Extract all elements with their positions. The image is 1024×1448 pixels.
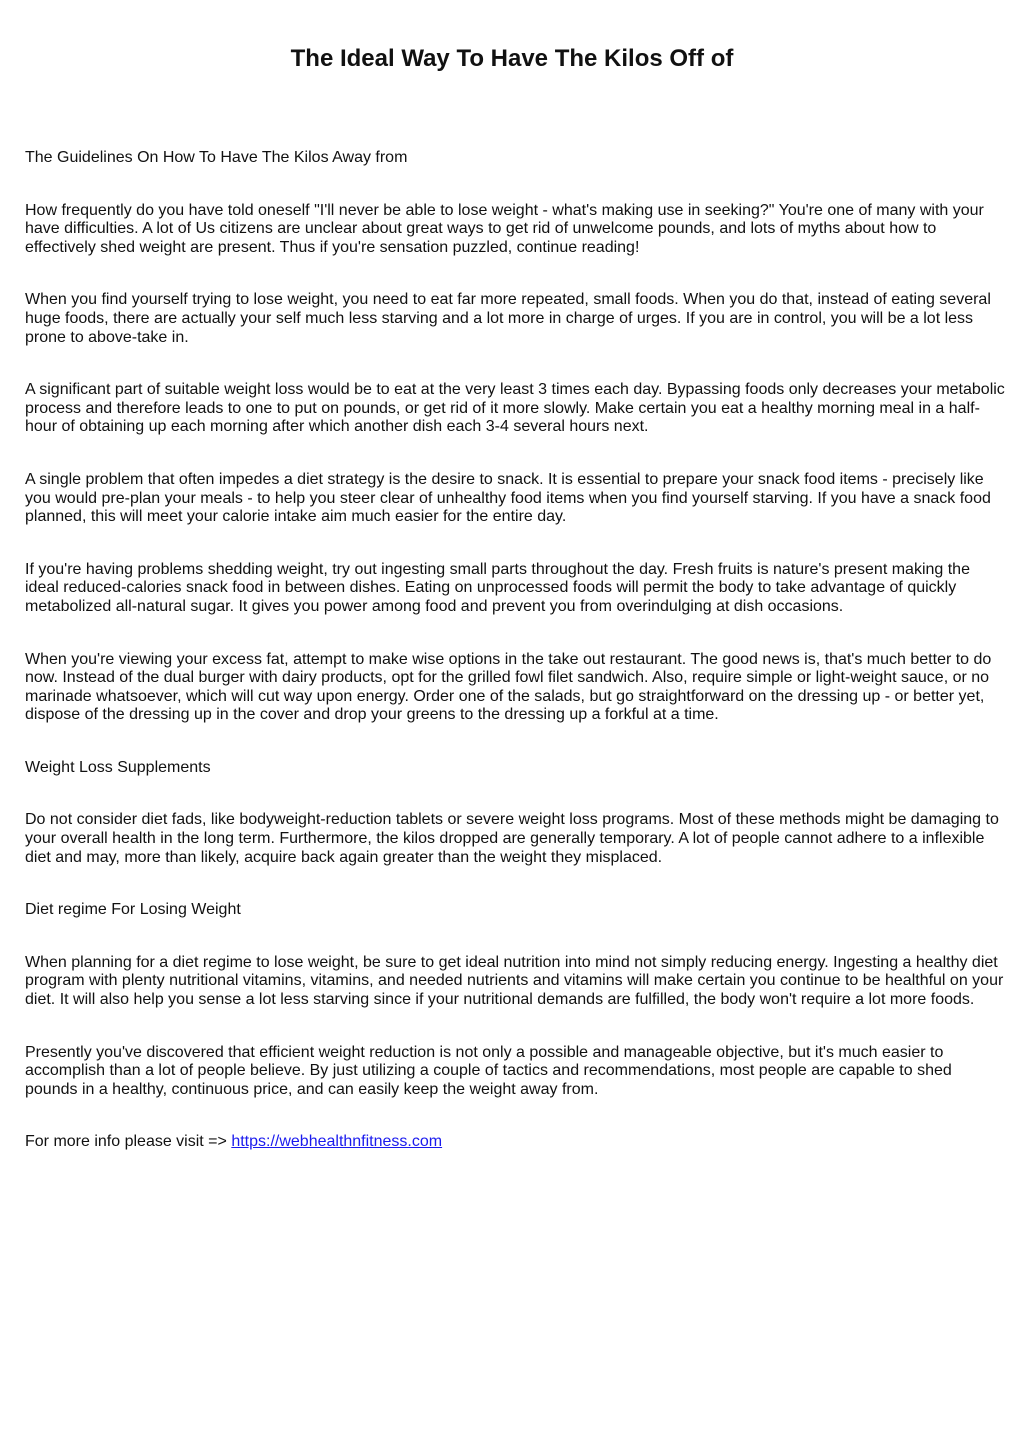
paragraph-nutrition: When planning for a diet regime to lose weight, be sure to get ideal nutrition into mind not simply reducing energy. Ingesting a healthy diet program with plenty nutritional vitamins, vitamins, and needed nutrients and vitamins will make certain you continue to be healthful on your diet. It will also help you sense a lot less starving since if your nutritional demands are fulfilled, the body won't require a lot more foods.: [25, 953, 1004, 1009]
document-body: [25, 149, 1005, 1152]
paragraph-snacking: A single problem that often impedes a diet strategy is the desire to snack. It is essential to prepare your snack food items - precisely like you would pre-plan your meals - to help you steer clear of unhealthy food items when you find yourself starving. If you have a snack food planned, this will meet your calorie intake aim much easier for the entire day.: [25, 470, 991, 526]
visit-link[interactable]: https://webhealthnfitness.com: [231, 1133, 443, 1151]
document-subtitle: The Guidelines On How To Have The Kilos Away from: [25, 149, 408, 166]
section-heading-supplements: Weight Loss Supplements: [25, 758, 211, 776]
paragraph-three-meals: A significant part of suitable weight loss would be to eat at the very least 3 times each day. Bypassing foods only decreases your metabolic process and therefore leads to one to put on pounds, or get rid of it more slowly. Make certain you eat a healthy morning meal in a half-hour of obtaining up each morning after which another dish each 3-4 several hours next.: [25, 381, 1005, 436]
paragraph-diet-fads: Do not consider diet fads, like bodyweight-reduction tablets or severe weight loss programs. Most of these methods might be damaging to your overall health in the long term. Furthermore, the kilos dropped are generally temporary. A lot of people cannot adhere to a inflexible diet and may, more than likely, acquire back again greater than the weight they misplaced.: [25, 811, 999, 866]
paragraph-intro: How frequently do you have told oneself "I'll never be able to lose weight - what's making use in seeking?" You're one of many with your have difficulties. A lot of Us citizens are unclear about great ways to get rid of unwelcome pounds, and lots of myths about how to effectively shed weight are present. Thus if you're sensation puzzled, continue reading!: [25, 201, 984, 256]
paragraph-conclusion: Presently you've discovered that efficient weight reduction is not only a possible and manageable objective, but it's much easier to accomplish than a lot of people believe. By just utilizing a couple of tactics and recommendations, most people are capable to shed pounds in a healthy, continuous price, and can easily keep the weight away from.: [25, 1043, 952, 1098]
paragraph-takeout: When you're viewing your excess fat, attempt to make wise options in the take out restaurant. The good news is, that's much better to do now. Instead of the dual burger with dairy products, opt for the grilled fowl filet sandwich. Also, require simple or light-weight sauce, or no marinade whatsoever, which will cut way upon energy. Order one of the salads, but go straightforward on the dressing up - or better yet, dispose of the dressing up in the cover and drop your greens to the dressing up a forkful at a time.: [25, 650, 992, 724]
paragraph-small-portions: If you're having problems shedding weight, try out ingesting small parts throughout the day. Fresh fruits is nature's present making the ideal reduced-calories snack food in between dishes. Eating on unprocessed foods will permit the body to take advantage of quickly metabolized all-natural sugar. It gives you power among food and prevent you from overindulging at dish occasions.: [25, 560, 970, 615]
section-heading-diet-regime: Diet regime For Losing Weight: [25, 901, 241, 919]
document-title: The Ideal Way To Have The Kilos Off of: [290, 45, 734, 72]
visit-prefix: For more info please visit =>: [25, 1133, 232, 1151]
paragraph-small-meals: When you find yourself trying to lose weight, you need to eat far more repeated, small foods. When you do that, instead of eating several huge foods, there are actually your self much less starving and a lot more in charge of urges. If you are in control, you will be a lot less prone to above-take in.: [25, 291, 991, 346]
visit-line: [25, 1133, 1005, 1152]
